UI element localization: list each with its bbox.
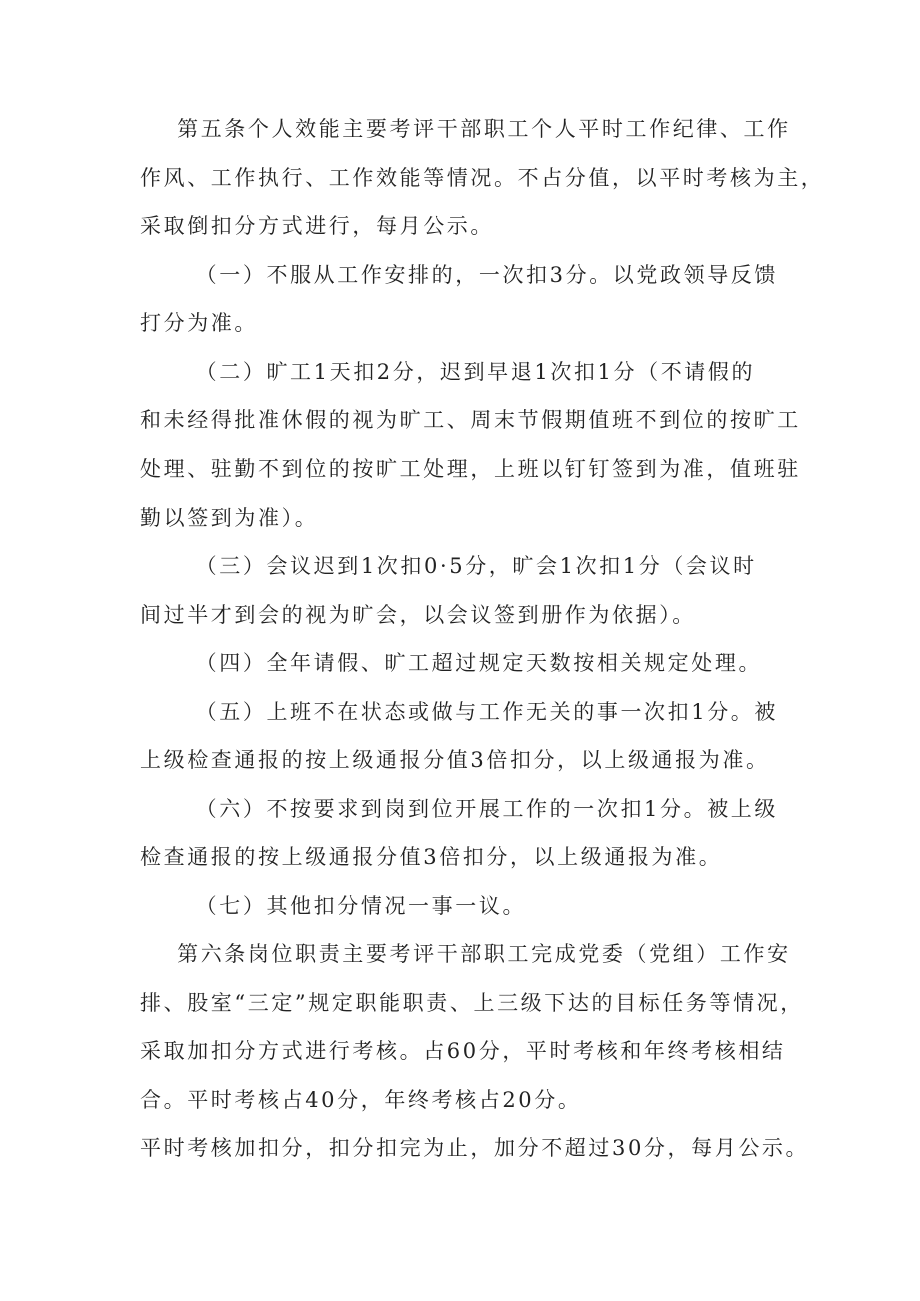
text-line: 第五条个人效能主要考评干部职工个人平时工作纪律、工作: [140, 117, 791, 141]
text-line: 和未经得批准休假的视为旷工、周末节假期值班不到位的按旷工: [140, 408, 801, 432]
text-line: 作风、工作执行、工作效能等情况。不占分值，以平时考核为主，: [140, 166, 825, 190]
text-line: 平时考核加扣分，扣分扣完为止，加分不超过30分，每月公示。: [140, 1136, 810, 1160]
text-line: 上级检查通报的按上级通报分值3倍扣分，以上级通报为准。: [140, 748, 770, 772]
text-line: （二）旷工1天扣2分，迟到早退1次扣1分（不请假的: [140, 360, 756, 384]
text-line: 第六条岗位职责主要考评干部职工完成党委（党组）工作安: [140, 942, 791, 966]
text-line: （四）全年请假、旷工超过规定天数按相关规定处理。: [140, 651, 763, 675]
text-line: 勤以签到为准）。: [140, 506, 319, 530]
text-line: （三）会议迟到1次扣0·5分，旷会1次扣1分（会议时: [140, 554, 757, 578]
text-line: （六）不按要求到岗到位开展工作的一次扣1分。被上级: [140, 797, 779, 821]
text-line: 排、股室“三定”规定职能职责、上三级下达的目标任务等情况，: [140, 991, 804, 1015]
text-line: 打分为准。: [140, 311, 258, 335]
text-line: 合。平时考核占40分，年终考核占20分。: [140, 1088, 582, 1112]
text-line: 采取倒扣分方式进行，每月公示。: [140, 214, 494, 238]
text-line: （七）其他扣分情况一事一议。: [140, 894, 527, 918]
text-line: 间过半才到会的视为旷会，以会议签到册作为依据）。: [140, 603, 696, 627]
text-line: （五）上班不在状态或做与工作无关的事一次扣1分。被: [140, 700, 779, 724]
text-line: 处理、驻勤不到位的按旷工处理，上班以钉钉签到为准，值班驻: [140, 457, 801, 481]
text-line: （一）不服从工作安排的，一次扣3分。以党政领导反馈: [140, 263, 779, 287]
text-line: 检查通报的按上级通报分值3倍扣分，以上级通报为准。: [140, 845, 723, 869]
text-line: 采取加扣分方式进行考核。占60分，平时考核和年终考核相结: [140, 1039, 786, 1063]
